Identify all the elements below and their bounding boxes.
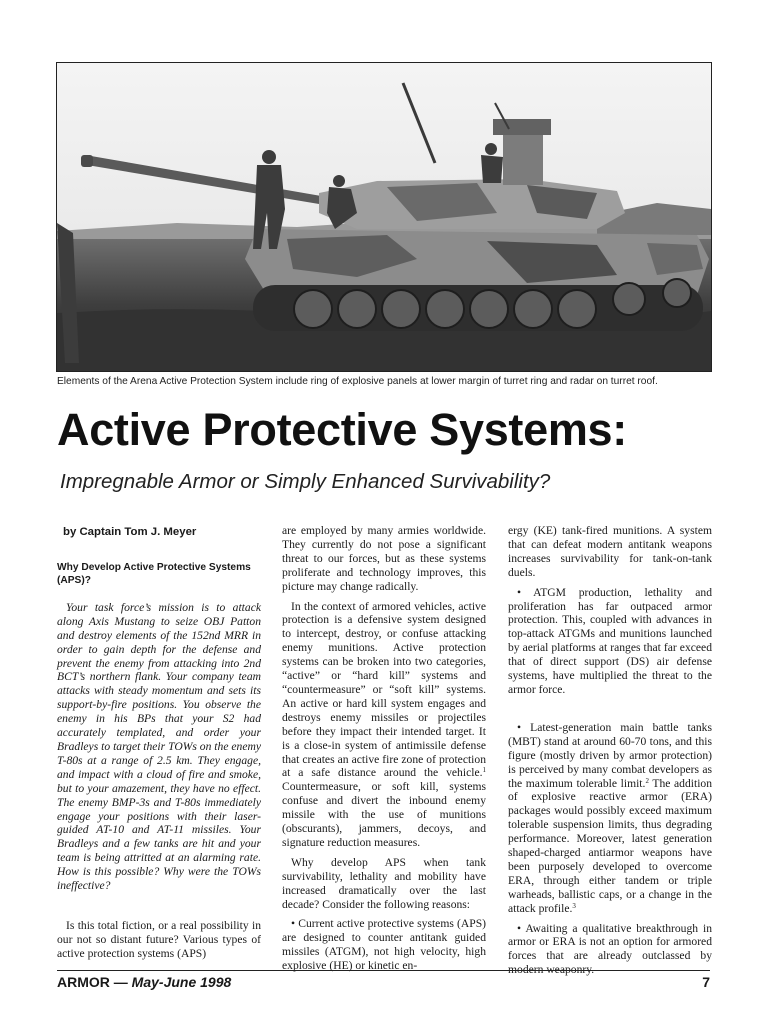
body-paragraph: are employed by many armies worldwide. They currently do not pose a significant threat to our forces, but as these systems proliferate and technology improves, this picture may change radically. bbox=[282, 524, 486, 593]
footnote-ref: 3 bbox=[572, 901, 576, 910]
byline: by Captain Tom J. Meyer bbox=[63, 526, 197, 538]
tank-photo bbox=[56, 62, 712, 372]
footnote-ref: 1 bbox=[482, 766, 486, 775]
bullet-item: • ATGM production, lethality and proliferation has far outpaced armor protection. This, coupled with advances in top-attack ATGMs and munitions launched by aerial platforms at ranges that far exceed that of direct support (DS) air defense systems, have multiplied the threat to the armor force. bbox=[508, 585, 712, 696]
intro-scenario: Your task force’s mission is to attack along Axis Mustang to seize OBJ Patton and destroy elements of the 152nd MRR in order to gain depth for the defense and prevent the enemy from attacking into 2nd BCT’s northern flank. Your company team attacks with steady momentum and sets its support-by-fire positions. You observe the enemy in his BPs that your S2 had accurately templated, and order your Bradleys to target their TOWs on the enemy T-80s at a range of 2.5 km. They engage, and impact with a cloud of fire and smoke, but to your amazement, they have no effect. The enemy BMP-3s and T-80s immediately engage your positions with their laser-guided AT-10 and AT-11 missiles. Your Bradleys and a few tanks are hit and your team is being attritted at an alarming rate. How is this possible? Why were the TOWs ineffective? bbox=[57, 600, 261, 893]
column-3 bbox=[508, 524, 712, 983]
footnote-ref: 2 bbox=[645, 776, 649, 785]
bullet-item: • Current active protective systems (APS) are designed to counter antitank guided missiles (ATGM), not high velocity, high explosive (HE) or kinetic en- bbox=[282, 917, 486, 973]
article-title: Active Protective Systems: bbox=[57, 404, 627, 455]
section-heading: Why Develop Active Protective Systems (APS)? bbox=[57, 561, 251, 586]
article-subtitle: Impregnable Armor or Simply Enhanced Survivability? bbox=[60, 470, 551, 493]
bullet-continuation: ergy (KE) tank-fired munitions. A system that can defeat modern antitank weapons increases survivability for tank-on-tank duels. bbox=[508, 524, 712, 579]
body-paragraph: In the context of armored vehicles, active protection is a defensive system designed to intercept, destroy, or confuse attacking enemy munitions. Active protection systems can be broken into two categories, “active” or “hard kill” systems and “countermeasure” or “soft kill” systems. An active or hard kill system engages and destroys enemy missiles or projectiles before they impact their intended target. It is a close-in system of antimissile defense that creates an active fire zone of protection at a safe distance around the vehicle.$^1$ Countermeasure, or soft kill, systems confuse and divert the inbound enemy missile with the use of munitions (obscurants), jammers, decoys, and signature reduction measures. bbox=[282, 599, 486, 849]
photo-caption: Elements of the Arena Active Protection System include ring of explosive panels at lower margin of turret ring and radar on turret roof. bbox=[57, 376, 658, 387]
page-number: 7 bbox=[702, 974, 710, 990]
body-paragraph: Why develop APS when tank survivability, lethality and mobility have increased dramatically over the last decade? Consider the following reasons: bbox=[282, 855, 486, 911]
page-footer bbox=[57, 970, 710, 990]
column-1 bbox=[57, 524, 261, 967]
bullet-item: • Awaiting a qualitative breakthrough in armor or ERA is not an option for armored forces that are already outclassed by modern weaponry. bbox=[508, 921, 712, 977]
publication-issue: ARMOR — May-June 1998 bbox=[57, 974, 232, 990]
bullet-item: • Latest-generation main battle tanks (MBT) stand at around 60-70 tons, and this figure (mostly driven by armor protection) is perceived by many combat developers as the maximum tolerable limit.$^2$ The addition of explosive reactive armor (ERA) packages would possibly exceed maximum tolerable suspension limits, thus degrading performance. Moreover, latest generation shaped-charged antiarmor weapons have been purposely developed to overcome ERA, through either tandem or triple warheads, ballistic caps, or a change in the attack profile.$^3$ bbox=[508, 720, 713, 915]
body-paragraph: Is this total fiction, or a real possibility in our not so distant future? Various types of active protection systems (APS) bbox=[57, 918, 261, 960]
column-2 bbox=[282, 524, 486, 979]
